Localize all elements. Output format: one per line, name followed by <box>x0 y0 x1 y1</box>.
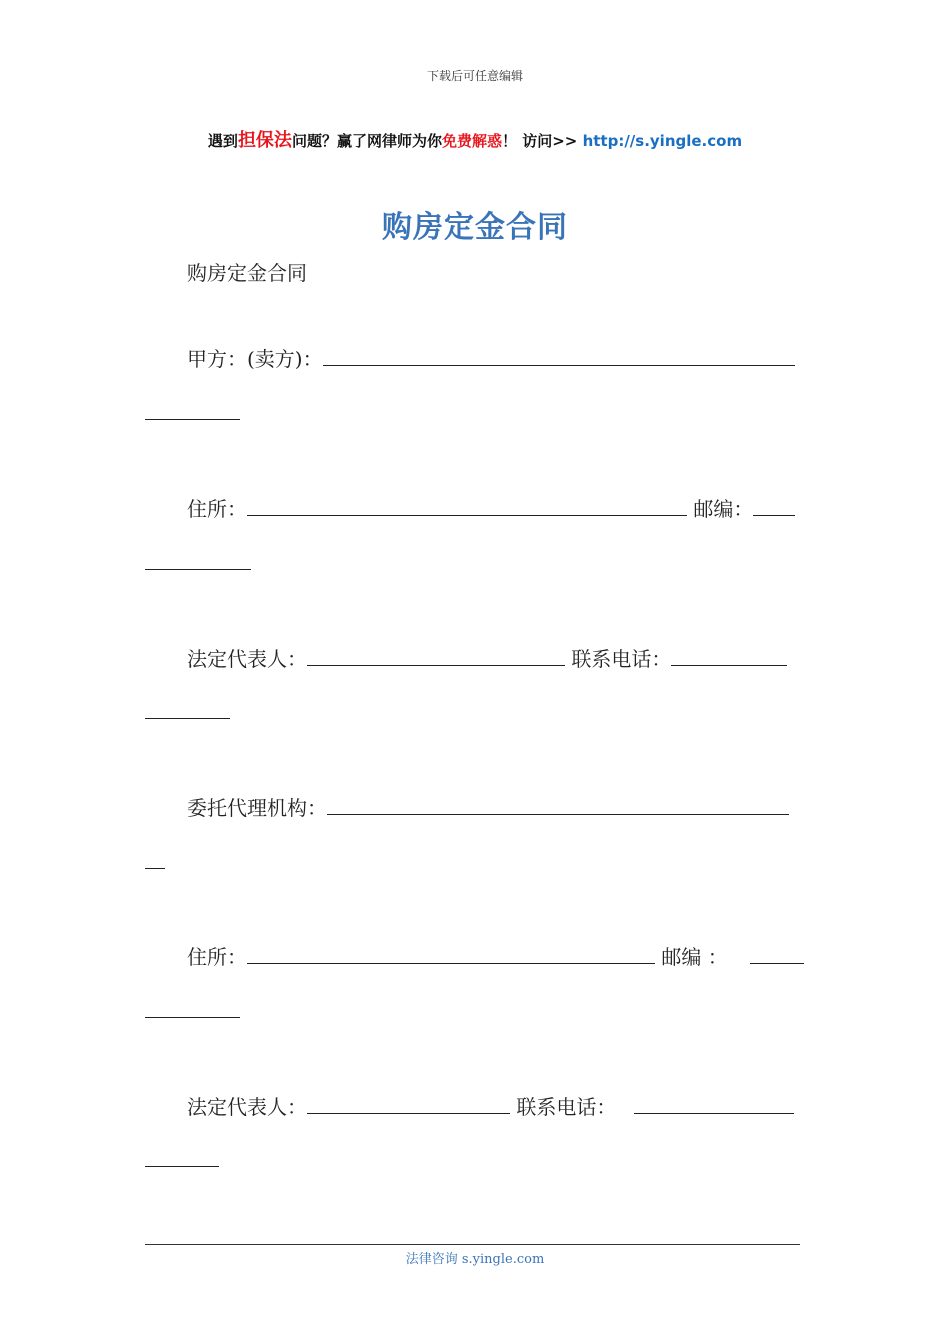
field-party-a-blank-cont[interactable] <box>145 418 240 420</box>
field-party-a-blank[interactable] <box>323 345 795 366</box>
field-phone-1-label: 联系电话： <box>571 647 672 671</box>
promo-text-2: 问题？赢了网律师为你 <box>291 132 442 150</box>
field-address-1 <box>187 495 795 523</box>
field-party-a-label: 甲方：(卖方)： <box>187 347 323 371</box>
promo-banner <box>0 126 950 152</box>
field-postcode-2-blank-cont[interactable] <box>145 1016 240 1018</box>
footer-text[interactable]: 法律咨询 s.yingle.com <box>405 1252 545 1267</box>
promo-highlight-free: 免费解惑 <box>441 132 502 150</box>
field-legal-rep-2-label: 法定代表人： <box>187 1095 307 1119</box>
field-postcode-1-blank[interactable] <box>753 495 795 516</box>
field-address-1-blank[interactable] <box>247 495 687 516</box>
field-phone-2-blank[interactable] <box>634 1093 794 1114</box>
field-phone-2-blank-cont[interactable] <box>145 1165 219 1167</box>
header-note: 下载后可任意编辑 <box>426 69 523 83</box>
promo-highlight-guarantee-law: 担保法 <box>237 130 292 151</box>
field-agency-blank[interactable] <box>327 794 789 815</box>
field-phone-1-blank[interactable] <box>671 645 787 666</box>
field-legal-rep-2-blank[interactable] <box>307 1093 510 1114</box>
field-agency-label: 委托代理机构： <box>187 796 327 820</box>
document-subtitle: 购房定金合同 <box>187 261 307 285</box>
promo-text-3: ！ 访问>> <box>501 132 583 150</box>
field-legal-rep-1-blank[interactable] <box>307 645 565 666</box>
promo-text-1: 遇到 <box>207 132 238 150</box>
field-agency-blank-cont[interactable] <box>145 867 165 869</box>
field-postcode-2-blank[interactable] <box>750 943 804 964</box>
field-legal-rep-1-label: 法定代表人： <box>187 647 307 671</box>
field-address-1-label: 住所： <box>187 497 247 521</box>
field-address-2-blank[interactable] <box>247 943 655 964</box>
promo-link[interactable]: http://s.yingle.com <box>582 132 743 150</box>
field-postcode-1-blank-cont[interactable] <box>145 568 251 570</box>
field-phone-1-blank-cont[interactable] <box>145 717 230 719</box>
field-phone-2-label: 联系电话： <box>516 1095 617 1119</box>
field-address-2-label: 住所： <box>187 945 247 969</box>
field-legal-rep-2 <box>187 1093 794 1121</box>
field-address-2 <box>187 943 804 971</box>
field-party-a <box>187 345 795 373</box>
field-agency <box>187 794 789 822</box>
field-legal-rep-1 <box>187 645 787 673</box>
document-title: 购房定金合同 <box>382 210 568 245</box>
field-postcode-2-label: 邮编 ： <box>661 945 728 969</box>
footer-divider <box>145 1244 800 1245</box>
field-postcode-1-label: 邮编： <box>693 497 754 521</box>
